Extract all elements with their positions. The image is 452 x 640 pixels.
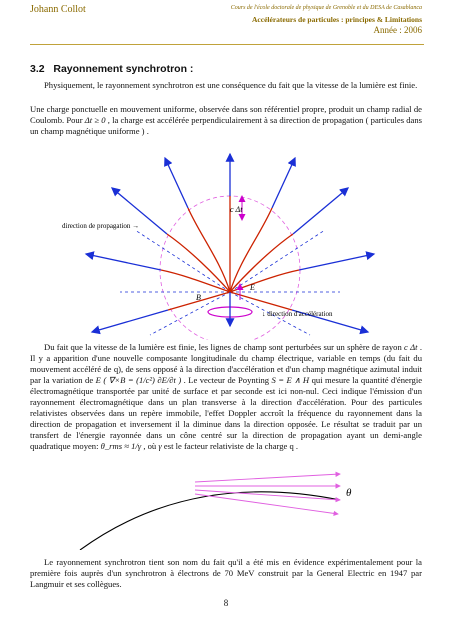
page-number: 8 <box>223 598 229 608</box>
propagation-label: direction de propagation → <box>62 222 140 230</box>
header-rule <box>30 44 424 45</box>
math-e-vector: E <box>95 375 101 385</box>
math-poynting: S = E ∧ H <box>271 375 310 385</box>
section-title-text: Rayonnement synchrotron : <box>53 63 194 75</box>
paragraph-history: Le rayonnement synchrotron tient son nom du fait qu'il a été mis en évidence expérimentalement pour la première fois auprès d'un synchrotron à électrons de 70 MeV construit par la General Electric en 1947 par Langmuir et ses collègues. <box>30 557 422 589</box>
b-label: B <box>196 293 201 302</box>
paragraph-poynting-text-c: . Le vecteur de Poynting <box>183 375 270 385</box>
emission-cone-lines <box>195 474 340 514</box>
paragraph-poynting-text-a: Du fait que la vitesse de la lumière est finie, les lignes de champ sont perturbées sur un sphère de rayon <box>44 342 402 352</box>
section-title <box>30 63 193 75</box>
paragraph-poynting-text-f: est le facteur relativiste de la charge q . <box>163 441 299 451</box>
paragraph-intro: Physiquement, le rayonnement synchrotron est une conséquence du fait que la vitesse de la lumière est finie. <box>44 80 418 90</box>
field-lines-figure <box>40 150 420 340</box>
emission-cone-figure <box>40 470 420 550</box>
paragraph-poynting-text-b: . Il y a apparition d'une nouvelle composante longitudinale du champ électrique, variable en temps (du fait du mouvement accéléré de q), de sens opposé à la direction d'accélération et d'un champ magnétique azimutal induit par la variation de <box>30 342 422 385</box>
math-delta-t: Δt ≥ 0 <box>84 115 106 125</box>
header-author: Johann Collot <box>30 4 86 15</box>
e-label: E <box>250 283 255 292</box>
section-number: 3.2 <box>30 63 45 75</box>
math-maxwell: ( ∇×B = (1/c²) ∂E/∂t ) <box>103 375 182 385</box>
paragraph-charge-text-a: Une charge ponctuelle en mouvement uniforme, observée dans son référentiel propre, produit un champ radial de Coulomb. Pour <box>30 104 422 125</box>
paragraph-charge <box>30 104 422 137</box>
particle-orbit <box>80 492 340 550</box>
math-c-delta-t: c Δt <box>404 342 418 352</box>
theta-label: θ <box>346 487 352 499</box>
header-course-block <box>231 3 422 36</box>
paragraph-charge-text-b: , la charge est accélérée perpendiculairement à sa direction de propagation ( particules dans un champ magnétique uniforme ) . <box>30 115 422 136</box>
paragraph-poynting <box>30 342 422 452</box>
header-year: Année : 2006 <box>373 25 422 35</box>
ct-label: c Δt <box>230 205 243 214</box>
math-theta-rms: θ_rms ≈ 1/γ <box>100 441 142 451</box>
paragraph-poynting-text-d: qui mesure la quantité d'énergie électromagnétique transportée par unité de surface et par seconde est ici non-nul. Ceci indique l'émission d'un rayonnement électromagnétique dans un plan transverse à la direction d'accélération. Pour des particules relativistes observées dans un repère immobile, l'effet Doppler accroît la fréquence du rayonnement dans la direction de propagation et inversement il la diminue dans la direction opposée. Le résultat se traduit par un transfert de l'énergie rayonnée dans un cône centré sur la direction de propagation ayant un demi-angle quadratique moyen: <box>30 375 423 451</box>
header-course: Cours de l'école doctorale de physique de Grenoble et du DESA de Casablanca <box>230 5 422 11</box>
header-title: Accélérateurs de particules : principes & Limitations <box>252 15 422 24</box>
math-gamma: γ <box>158 441 162 451</box>
paragraph-poynting-text-e: , où <box>143 441 157 451</box>
acceleration-label: ↓ direction d'accélération <box>262 310 333 318</box>
